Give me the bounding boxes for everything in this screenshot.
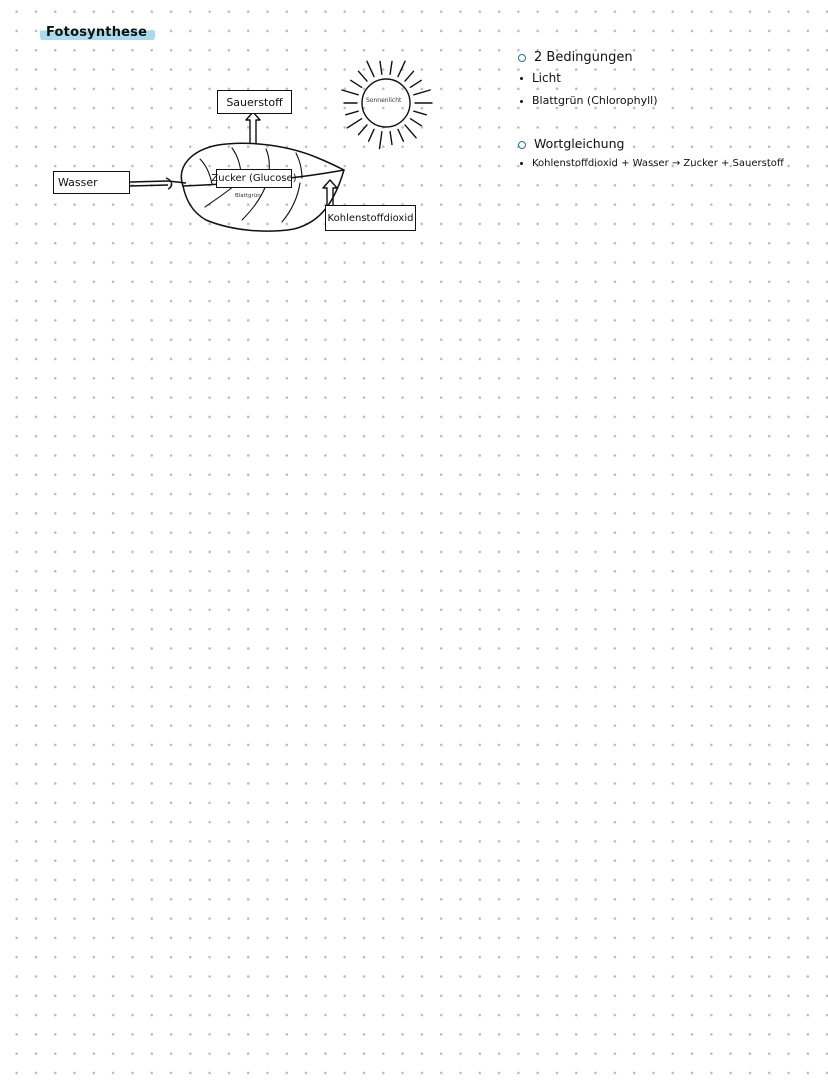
sun-ray: [380, 132, 382, 149]
equation-heading: [518, 136, 624, 151]
conditions-heading: [518, 50, 633, 65]
list-item: [520, 71, 561, 85]
sun-ray: [398, 61, 405, 76]
sun-ray: [405, 125, 416, 138]
condition-light: Licht: [532, 71, 561, 85]
sun-label: Sonnenlicht: [366, 97, 402, 104]
sun-ray: [347, 119, 361, 128]
sun-ray: [414, 111, 427, 115]
leaf-label: Blattgrün: [235, 193, 261, 199]
sun-ray: [380, 61, 382, 74]
stem-drawing: [130, 178, 186, 189]
sun-ray: [369, 129, 374, 141]
sun-ray: [359, 125, 368, 135]
conditions-heading-text: 2 Bedingungen: [534, 50, 633, 65]
page-title: Fotosynthese: [40, 24, 155, 42]
sun-drawing: [342, 61, 432, 148]
sun-ray: [359, 71, 368, 81]
list-item: [520, 94, 658, 107]
sun-ray: [390, 132, 392, 145]
oxygen-box: Sauerstoff: [217, 90, 292, 114]
dot-bullet-icon: [520, 162, 523, 165]
sun-ray: [410, 119, 421, 126]
sun-ray: [410, 80, 421, 87]
sun-ray: [390, 61, 392, 74]
sugar-box: Zucker (Glucose): [216, 169, 292, 188]
equation-heading-text: Wortgleichung: [534, 136, 625, 151]
word-equation: Kohlenstoffdioxid + Wasser → Zucker + Sauerstoff: [532, 158, 784, 169]
co2-box: Kohlenstoffdioxid: [325, 205, 416, 231]
dot-bullet-icon: [520, 77, 523, 80]
sun-ray: [405, 71, 414, 81]
condition-chlorophyll: Blattgrün (Chlorophyll): [532, 94, 658, 107]
water-box: Wasser: [53, 171, 130, 194]
sun-ray: [398, 129, 403, 141]
oxygen-arrow: [246, 112, 260, 144]
dot-bullet-icon: [520, 100, 523, 103]
sun-ray: [342, 90, 358, 95]
list-item: [520, 158, 784, 169]
circle-bullet-icon: [518, 141, 526, 149]
sun-ray: [346, 111, 359, 115]
sun-ray: [414, 90, 430, 95]
circle-bullet-icon: [518, 54, 526, 62]
sun-ray: [367, 61, 374, 76]
sun-ray: [351, 80, 362, 87]
